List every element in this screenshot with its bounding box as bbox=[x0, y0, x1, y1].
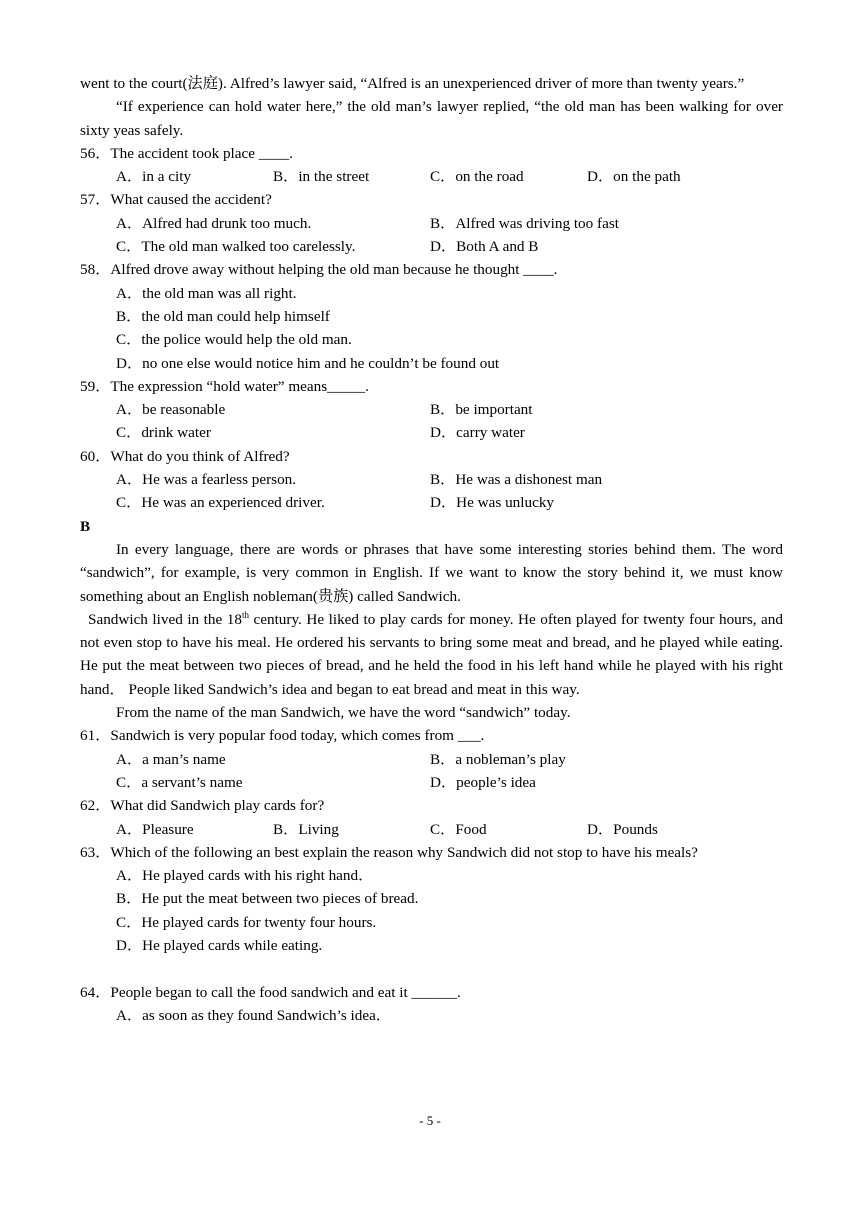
answer-option: C．He was an experienced driver. bbox=[116, 494, 325, 512]
passage-a-paragraph: “If experience can hold water here,” the old man’s lawyer replied, “the old man has been walking for over sixty yeas safely. bbox=[80, 98, 783, 139]
answer-option: A．a man’s name bbox=[116, 750, 226, 768]
answer-option: A．as soon as they found Sandwich’s idea． bbox=[116, 1006, 392, 1024]
answer-option: D．carry water bbox=[430, 424, 525, 442]
options-row bbox=[116, 235, 783, 258]
answer-option: A．Alfred had drunk too much. bbox=[116, 214, 312, 232]
answer-option: B．He was a dishonest man bbox=[430, 471, 603, 489]
question-stem: 58．Alfred drove away without helping the old man because he thought ____. bbox=[80, 261, 558, 279]
answer-option: D．on the path bbox=[587, 168, 681, 186]
answer-option: B．in the street bbox=[273, 168, 370, 186]
options-row bbox=[116, 398, 783, 421]
answer-option: B．a nobleman’s play bbox=[430, 750, 566, 768]
answer-option: B．be important bbox=[430, 401, 533, 419]
question-stem: 61．Sandwich is very popular food today, which comes from ___. bbox=[80, 727, 485, 745]
options-row bbox=[116, 468, 783, 491]
answer-option: D．no one else would notice him and he couldn’t be found out bbox=[116, 354, 500, 372]
ordinal-suffix: th bbox=[241, 609, 249, 620]
section-heading: B bbox=[80, 517, 91, 535]
answer-option: D．He played cards while eating. bbox=[116, 936, 323, 954]
answer-option: B．the old man could help himself bbox=[116, 307, 330, 325]
answer-option: B．Alfred was driving too fast bbox=[430, 214, 619, 232]
answer-option: A．He was a fearless person. bbox=[116, 471, 297, 489]
answer-option: B．He put the meat between two pieces of bread. bbox=[116, 890, 419, 908]
options-row bbox=[116, 818, 783, 841]
document-page bbox=[80, 72, 783, 1027]
passage-b-paragraph bbox=[80, 608, 783, 701]
answer-option: B．Living bbox=[273, 820, 339, 838]
options-row bbox=[116, 421, 783, 444]
options-row bbox=[116, 748, 783, 771]
passage-text: century. He liked to play cards for money. He often played for twenty four hours, and not even stop to have his meal. He ordered his servants to bring some meat and bread, and he played while eating. He put the meat between two pieces of bread, and he held the food in his left hand while he played with his right hand． People liked Sandwich’s idea and began to eat bread and meat in this way. bbox=[80, 610, 783, 698]
options-row bbox=[116, 491, 783, 514]
page-number: - 5 - bbox=[419, 1113, 441, 1128]
answer-option: D．Pounds bbox=[587, 820, 658, 838]
passage-a-paragraph: went to the court(法庭). Alfred’s lawyer said, “Alfred is an unexperienced driver of more than twenty years.” bbox=[80, 75, 745, 92]
passage-text: Sandwich lived in the 18 bbox=[88, 610, 242, 628]
spacer bbox=[80, 957, 783, 980]
answer-option: C．The old man walked too carelessly. bbox=[116, 238, 356, 256]
answer-option: A．in a city bbox=[116, 168, 192, 186]
answer-option: A．He played cards with his right hand． bbox=[116, 867, 374, 885]
answer-option: D．people’s idea bbox=[430, 773, 536, 791]
answer-option: D．He was unlucky bbox=[430, 494, 555, 512]
answer-option: D．Both A and B bbox=[430, 238, 539, 256]
question-stem: 62．What did Sandwich play cards for? bbox=[80, 797, 325, 815]
question-stem: 63．Which of the following an best explain the reason why Sandwich did not stop to have his meals? bbox=[80, 843, 698, 861]
options-row bbox=[116, 165, 783, 188]
question-stem: 60．What do you think of Alfred? bbox=[80, 447, 290, 465]
answer-option: C．He played cards for twenty four hours. bbox=[116, 913, 377, 931]
answer-option: C．the police would help the old man. bbox=[116, 331, 352, 349]
question-stem: 56．The accident took place ____. bbox=[80, 144, 293, 162]
question-stem: 64．People began to call the food sandwich and eat it ______. bbox=[80, 983, 461, 1001]
answer-option: C．drink water bbox=[116, 424, 211, 442]
options-row bbox=[116, 212, 783, 235]
answer-option: A．the old man was all right. bbox=[116, 284, 297, 302]
answer-option: A．Pleasure bbox=[116, 820, 194, 838]
passage-b-paragraph: From the name of the man Sandwich, we have the word “sandwich” today. bbox=[116, 704, 571, 722]
question-stem: 57．What caused the accident? bbox=[80, 191, 272, 209]
passage-b-paragraph: In every language, there are words or phrases that have some interesting stories behind them. The word “sandwich”, for example, is very common in English. If we want to know the story behind it, we must know something about an English nobleman(贵族) called Sandwich. bbox=[80, 540, 783, 605]
answer-option: C．a servant’s name bbox=[116, 773, 243, 791]
answer-option: A．be reasonable bbox=[116, 401, 226, 419]
options-row bbox=[116, 771, 783, 794]
answer-option: C．Food bbox=[430, 820, 487, 838]
question-stem: 59．The expression “hold water” means_____. bbox=[80, 377, 369, 395]
answer-option: C．on the road bbox=[430, 168, 524, 186]
